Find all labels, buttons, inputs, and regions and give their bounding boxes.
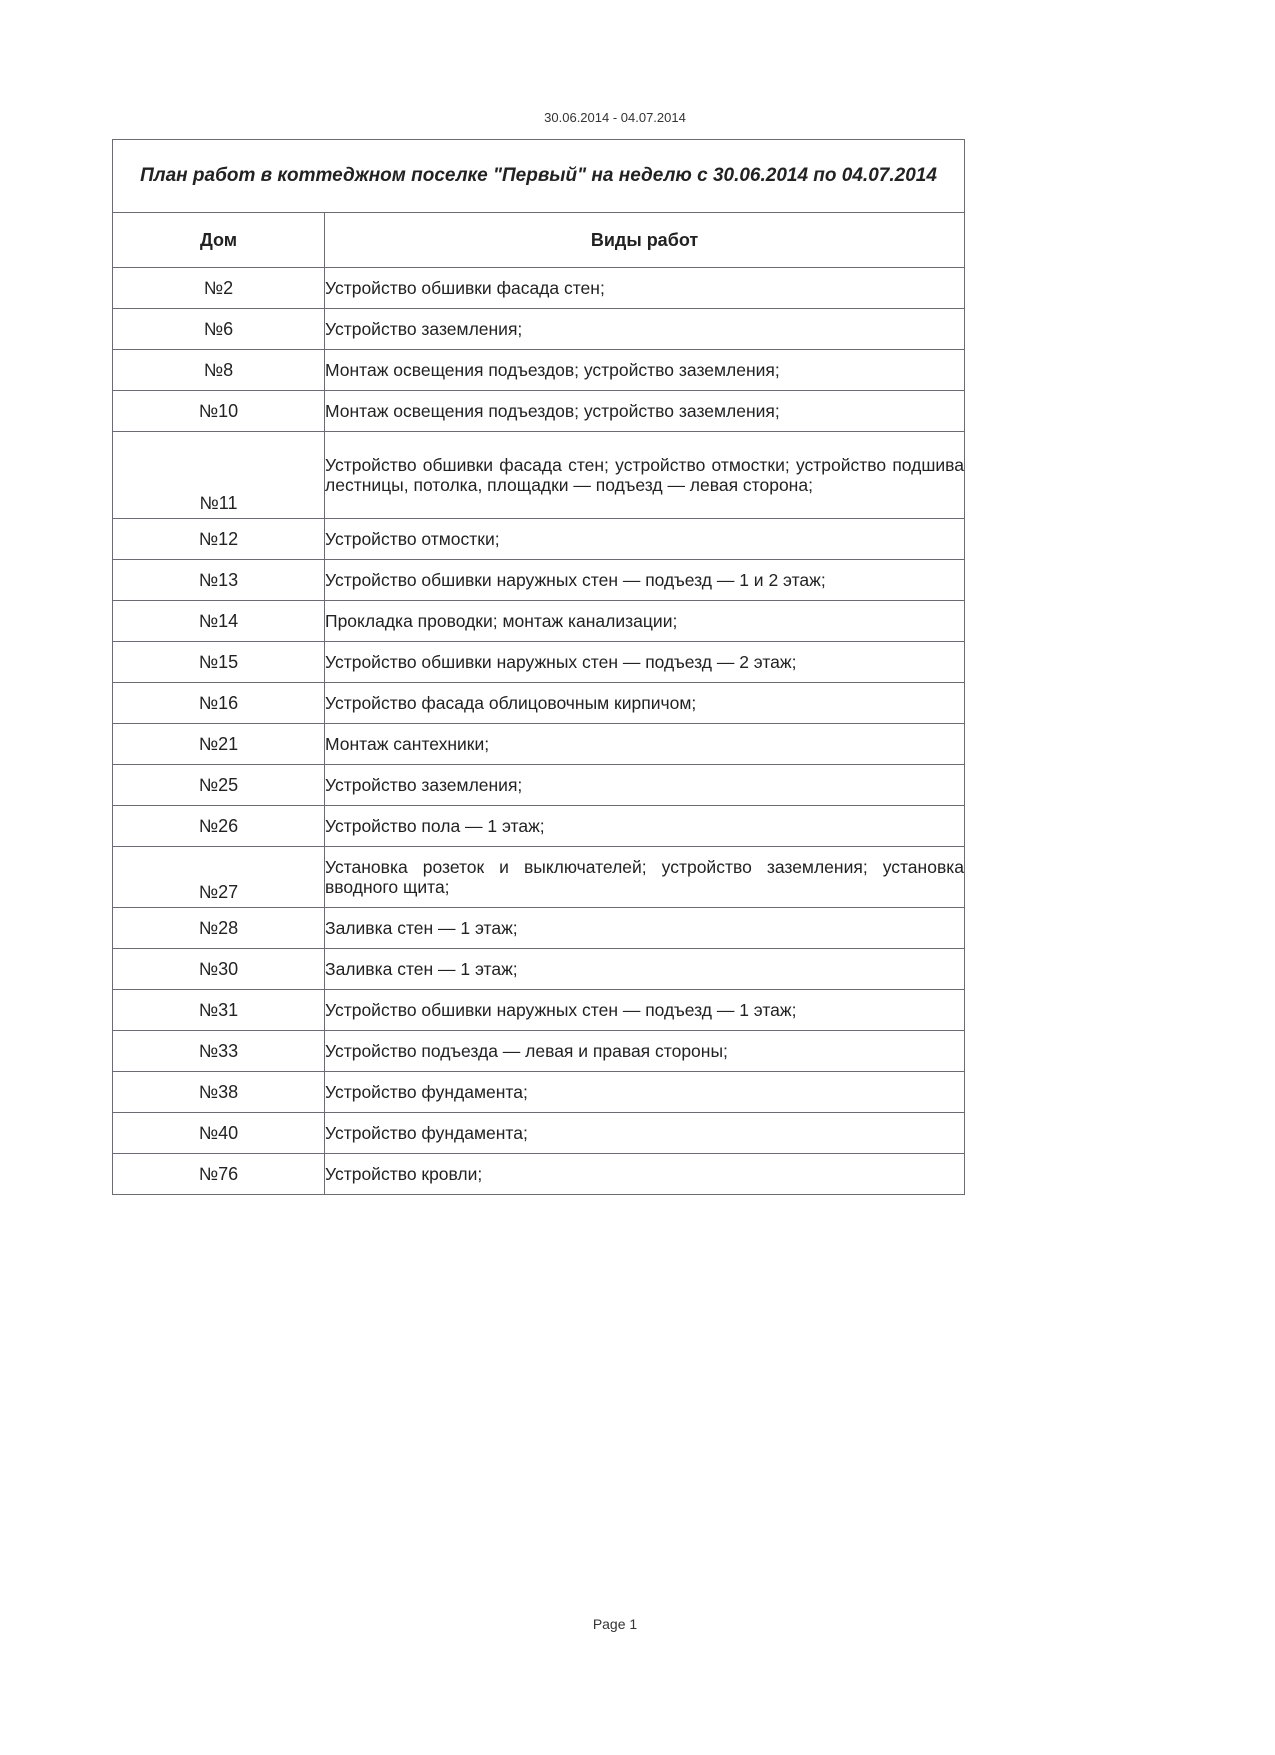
table-row — [113, 519, 965, 560]
work-description-cell: Устройство обшивки фасада стен; — [325, 268, 965, 309]
house-number-cell: №38 — [113, 1072, 325, 1113]
table-row — [113, 432, 965, 519]
table-row — [113, 1031, 965, 1072]
table-title: План работ в коттеджном поселке "Первый" на неделю с 30.06.2014 по 04.07.2014 — [113, 140, 965, 213]
table-row — [113, 391, 965, 432]
house-number-cell: №33 — [113, 1031, 325, 1072]
table-row — [113, 765, 965, 806]
work-description-cell: Устройство пола — 1 этаж; — [325, 806, 965, 847]
table-row — [113, 309, 965, 350]
table-row — [113, 560, 965, 601]
work-description-cell: Установка розеток и выключателей; устройство заземления; установка вводного щита; — [325, 847, 965, 908]
house-number-cell: №28 — [113, 908, 325, 949]
house-number-cell: №8 — [113, 350, 325, 391]
table-row — [113, 1113, 965, 1154]
house-number-cell: №30 — [113, 949, 325, 990]
work-description-cell: Монтаж освещения подъездов; устройство заземления; — [325, 350, 965, 391]
table-row — [113, 642, 965, 683]
house-number-cell: №25 — [113, 765, 325, 806]
work-description-cell: Монтаж освещения подъездов; устройство заземления; — [325, 391, 965, 432]
house-number-cell: №14 — [113, 601, 325, 642]
table-row — [113, 1154, 965, 1195]
work-description-cell: Устройство фасада облицовочным кирпичом; — [325, 683, 965, 724]
house-number-cell: №16 — [113, 683, 325, 724]
column-header-work-types: Виды работ — [325, 213, 965, 268]
work-description-cell: Устройство фундамента; — [325, 1072, 965, 1113]
house-number-cell: №27 — [113, 847, 325, 908]
work-plan-table — [112, 139, 965, 1195]
column-header-house: Дом — [113, 213, 325, 268]
work-description-cell: Устройство обшивки фасада стен; устройство отмостки; устройство подшива лестницы, потолка, площадки — подъезд — левая сторона; — [325, 432, 965, 519]
house-number-cell: №11 — [113, 432, 325, 519]
table-row — [113, 350, 965, 391]
table-row — [113, 1072, 965, 1113]
work-description-cell: Заливка стен — 1 этаж; — [325, 949, 965, 990]
work-description-cell: Устройство отмостки; — [325, 519, 965, 560]
work-description-cell: Устройство фундамента; — [325, 1113, 965, 1154]
table-row — [113, 268, 965, 309]
work-description-cell: Заливка стен — 1 этаж; — [325, 908, 965, 949]
work-description-cell: Устройство заземления; — [325, 309, 965, 350]
table-row — [113, 683, 965, 724]
work-description-cell: Устройство подъезда — левая и правая стороны; — [325, 1031, 965, 1072]
work-description-cell: Устройство обшивки наружных стен — подъезд — 1 этаж; — [325, 990, 965, 1031]
table-row — [113, 847, 965, 908]
work-description-cell: Прокладка проводки; монтаж канализации; — [325, 601, 965, 642]
work-description-cell: Устройство обшивки наружных стен — подъезд — 2 этаж; — [325, 642, 965, 683]
table-row — [113, 908, 965, 949]
work-description-cell: Устройство обшивки наружных стен — подъезд — 1 и 2 этаж; — [325, 560, 965, 601]
house-number-cell: №12 — [113, 519, 325, 560]
work-description-cell: Устройство заземления; — [325, 765, 965, 806]
house-number-cell: №76 — [113, 1154, 325, 1195]
page-number: Page 1 — [592, 1616, 638, 1632]
table-row — [113, 601, 965, 642]
work-description-cell: Устройство кровли; — [325, 1154, 965, 1195]
house-number-cell: №6 — [113, 309, 325, 350]
table-row — [113, 806, 965, 847]
house-number-cell: №21 — [113, 724, 325, 765]
header-date-range: 30.06.2014 - 04.07.2014 — [544, 110, 686, 125]
house-number-cell: №31 — [113, 990, 325, 1031]
house-number-cell: №26 — [113, 806, 325, 847]
house-number-cell: №10 — [113, 391, 325, 432]
house-number-cell: №40 — [113, 1113, 325, 1154]
house-number-cell: №13 — [113, 560, 325, 601]
table-row — [113, 949, 965, 990]
house-number-cell: №15 — [113, 642, 325, 683]
table-row — [113, 990, 965, 1031]
work-description-cell: Монтаж сантехники; — [325, 724, 965, 765]
house-number-cell: №2 — [113, 268, 325, 309]
table-row — [113, 724, 965, 765]
